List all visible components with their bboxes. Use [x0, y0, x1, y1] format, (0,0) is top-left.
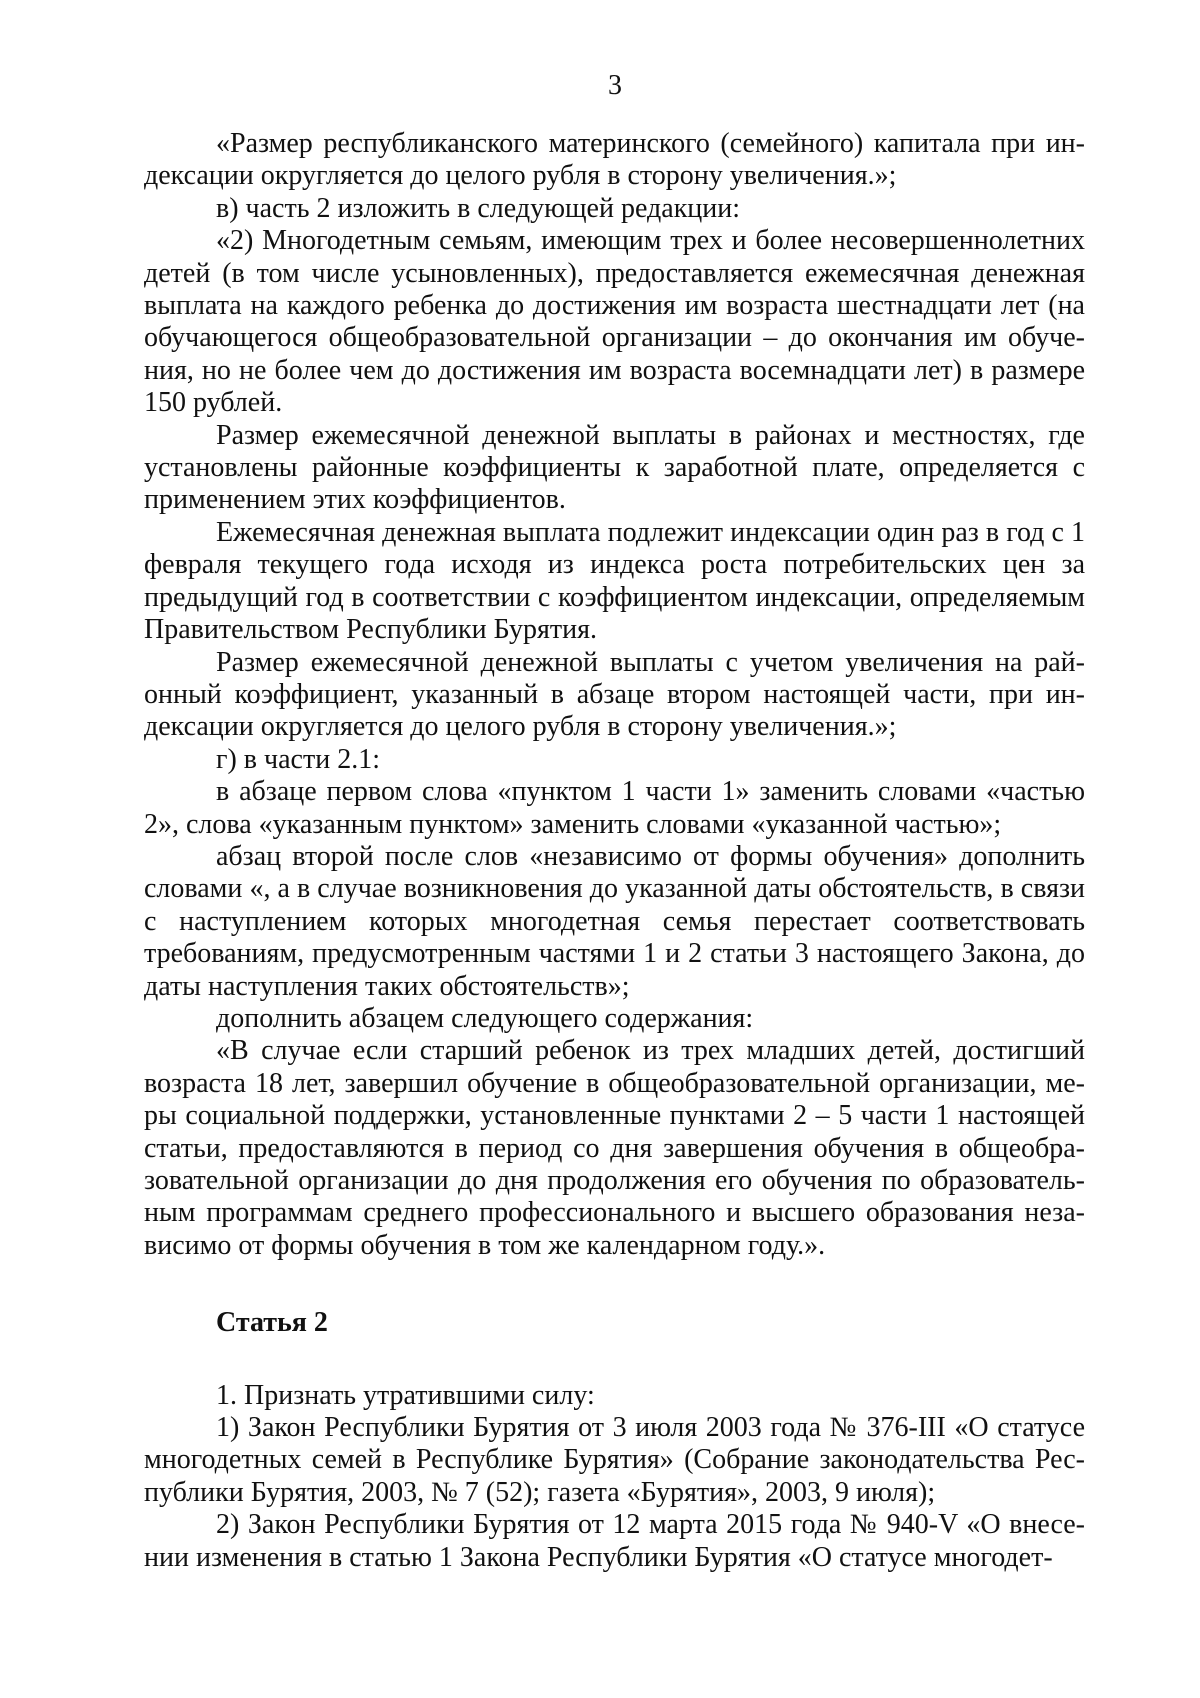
- document-body: [144, 128, 1085, 1574]
- paragraph: в) часть 2 изложить в следующей редакции:: [216, 192, 741, 224]
- paragraph: 1. Признать утратившими силу:: [216, 1379, 595, 1411]
- paragraph: Ежемесячная денежная выплата подлежит индексации один раз в год с 1 февраля текущего года исходя из индекса роста потребительских цен за предыдущий год в соответствии с коэффициентом индексации, определяемым Правительством Республики Бурятия.: [144, 516, 1085, 646]
- paragraph: Размер ежемесячной денежной выплаты в районах и местностях, где установлены районные коэффициенты к заработной плате, определяется с применением этих коэффициентов.: [144, 419, 1085, 516]
- article-heading: Статья 2: [216, 1307, 328, 1339]
- paragraph: «Размер республиканского материнского (семейного) капитала при индексации округляется до целого рубля в сторону увеличения.»;: [144, 128, 1085, 192]
- paragraph: в абзаце первом слова «пунктом 1 части 1» заменить словами «частью 2», слова «указанным пунктом» заменить словами «указанной частью»;: [144, 776, 1085, 840]
- paragraph: «В случае если старший ребенок из трех младших детей, достигший возраста 18 лет, завершил обучение в общеобразовательной организации, меры социальной поддержки, установленные пунктами 2 – 5 части 1 настоящей статьи, предоставляются в период со дня завершения обучения в общеобразовательной организации до дня продолжения его обучения по образовательным программам среднего профессионального и высшего образования независимо от формы обучения в том же календарном году.».: [144, 1035, 1085, 1261]
- paragraph: 1) Закон Республики Бурятия от 3 июля 2003 года № 376-III «О статусе многодетных семей в Республике Бурятия» (Собрание законодательства Республики Бурятия, 2003, № 7 (52); газета «Бурятия», 2003, 9 июля);: [144, 1412, 1085, 1508]
- paragraph: «2) Многодетным семьям, имеющим трех и более несовершеннолетних детей (в том числе усыновленных), предоставляется ежемесячная денежная выплата на каждого ребенка до достижения им возраста шестнадцати лет (на обучающегося общеобразовательной организации – до окончания им обучения, но не более чем до достижения им возраста восемнадцати лет) в размере 150 рублей.: [144, 225, 1085, 419]
- paragraph: Размер ежемесячной денежной выплаты с учетом увеличения на районный коэффициент, указанный в абзаце втором настоящей части, при индексации округляется до целого рубля в сторону увеличения.»;: [144, 646, 1085, 743]
- paragraph: абзац второй после слов «независимо от формы обучения» дополнить словами «, а в случае возникновения до указанной даты обстоятельств, в связи с наступлением которых многодетная семья перестает соответствовать требованиям, предусмотренным частями 1 и 2 статьи 3 настоящего Закона, до даты наступления таких обстоятельств»;: [144, 840, 1085, 1002]
- paragraph: 2) Закон Республики Бурятия от 12 марта 2015 года № 940-V «О внесении изменения в статью 1 Закона Республики Бурятия «О статусе многодет-: [144, 1509, 1085, 1573]
- paragraph: г) в части 2.1:: [216, 743, 380, 775]
- paragraph: дополнить абзацем следующего содержания:: [216, 1002, 754, 1034]
- page-number: 3: [608, 70, 622, 101]
